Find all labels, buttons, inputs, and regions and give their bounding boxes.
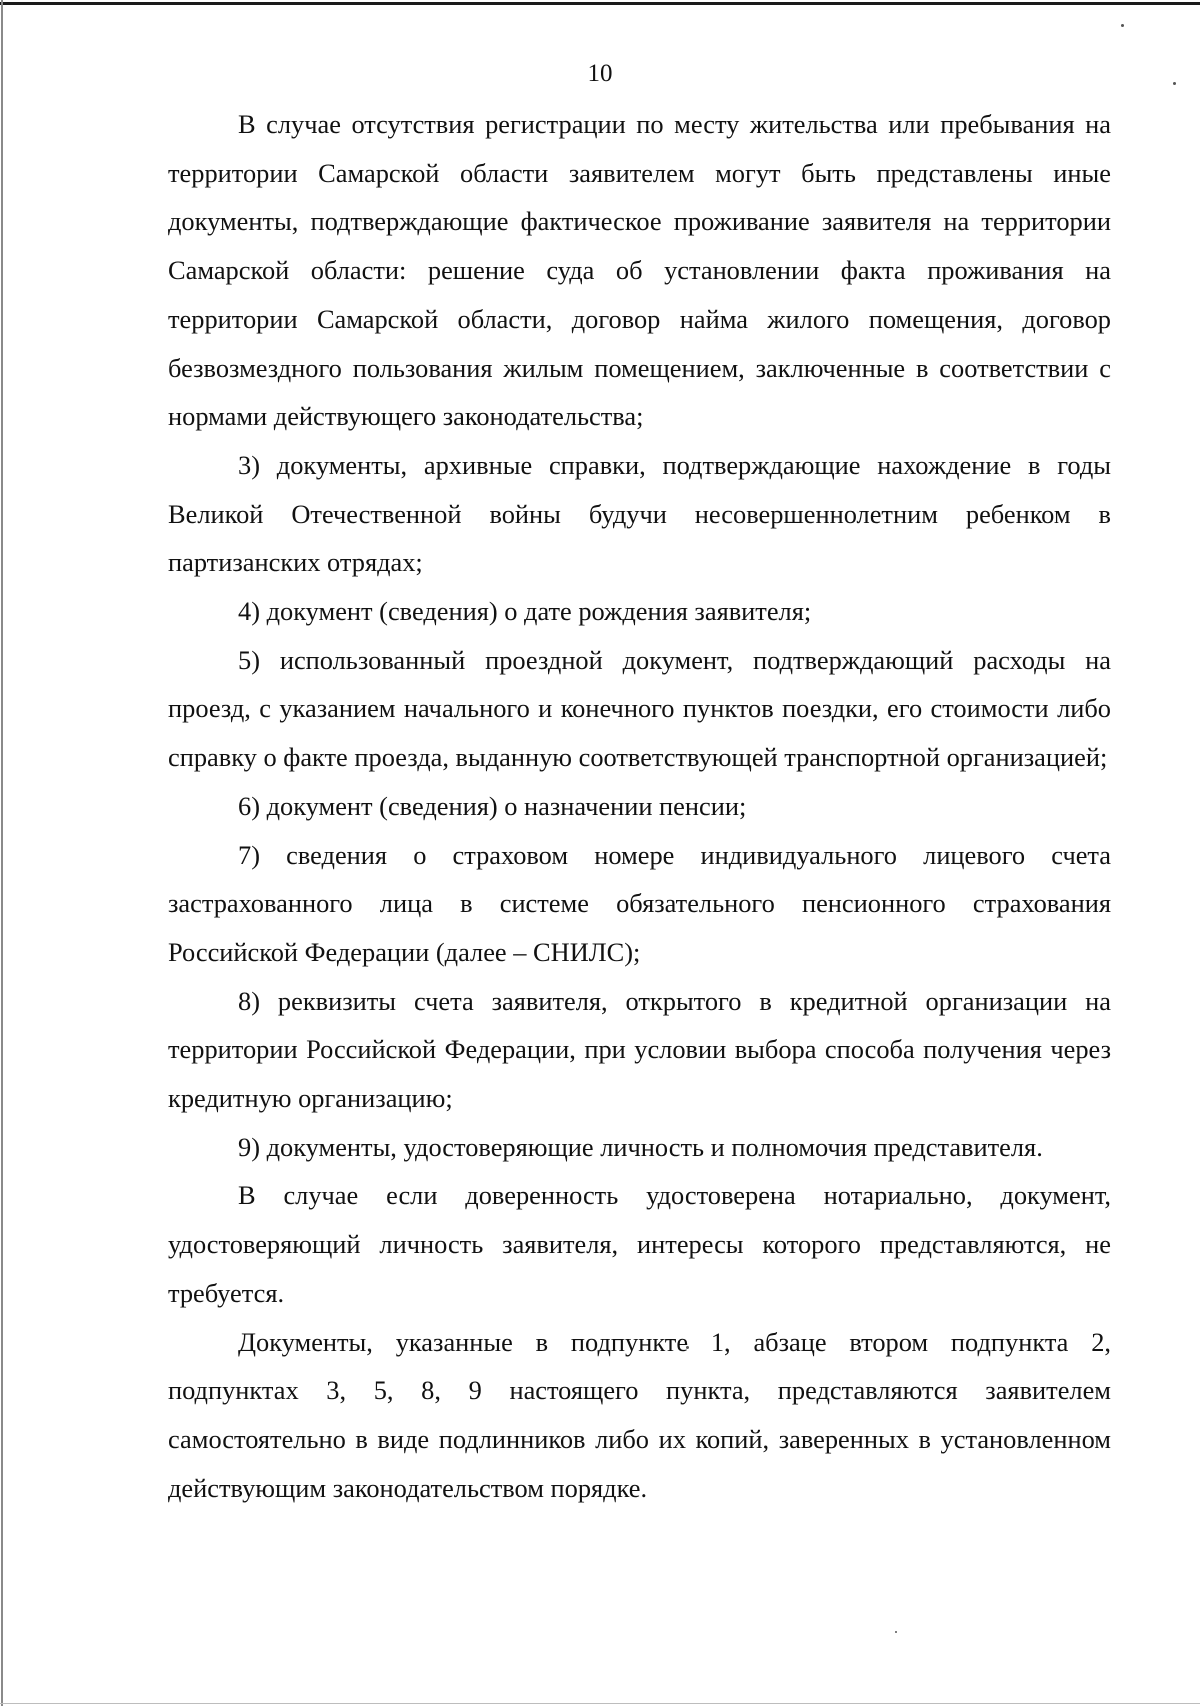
paragraph: 5) использованный проездной документ, подтверждающий расходы на проезд, с указанием начального и конечного пунктов поездки, его стоимости либо справку о факте проезда, выданную соответствующей транспортной организацией;: [168, 644, 1111, 773]
scan-edge-bottom: [0, 1703, 1200, 1704]
scan-edge-left: [1, 0, 3, 1706]
paragraph: Документы, указанные в подпункте 1, абзаце втором подпункта 2, подпунктах 3, 5, 8, 9 настоящего пункта, представляются заявителем самостоятельно в виде подлинников либо их копий, заверенных в установленном действующим законодательством порядке.: [168, 1326, 1111, 1503]
paragraph: 9) документы, удостоверяющие личность и полномочия представителя.: [238, 1131, 1043, 1162]
paragraph: В случае если доверенность удостоверена нотариально, документ, удостоверяющий личность заявителя, интересы которого представляются, не требуется.: [168, 1180, 1111, 1308]
scan-speck: [1121, 24, 1124, 27]
paragraph: 6) документ (сведения) о назначении пенсии;: [238, 790, 747, 821]
paragraph: 7) сведения о страховом номере индивидуального лицевого счета застрахованного лица в системе обязательного пенсионного страхования Российской Федерации (далее – СНИЛС);: [168, 839, 1111, 967]
scan-speck: [895, 1631, 897, 1633]
document-body: [168, 100, 1111, 1512]
paragraph: 8) реквизиты счета заявителя, открытого в кредитной организации на территории Российской Федерации, при условии выбора способа получения через кредитную организацию;: [168, 985, 1111, 1114]
paragraph: В случае отсутствия регистрации по месту жительства или пребывания на территории Самарской области заявителем могут быть представлены иные документы, подтверждающие фактическое проживание заявителя на территории Самарской области: решение суда об установлении факта проживания на территории Самарской области, договор найма жилого помещения, договор безвозмездного пользования жилым помещением, заключенные в соответствии с нормами действующего законодательства;: [168, 109, 1111, 432]
paragraph: 4) документ (сведения) о дате рождения заявителя;: [238, 596, 812, 627]
paragraph: 3) документы, архивные справки, подтверждающие нахождение в годы Великой Отечественной войны будучи несовершеннолетним ребенком в партизанских отрядах;: [168, 449, 1111, 578]
scan-edge-top: [0, 2, 1200, 5]
page-number: 10: [587, 60, 613, 87]
